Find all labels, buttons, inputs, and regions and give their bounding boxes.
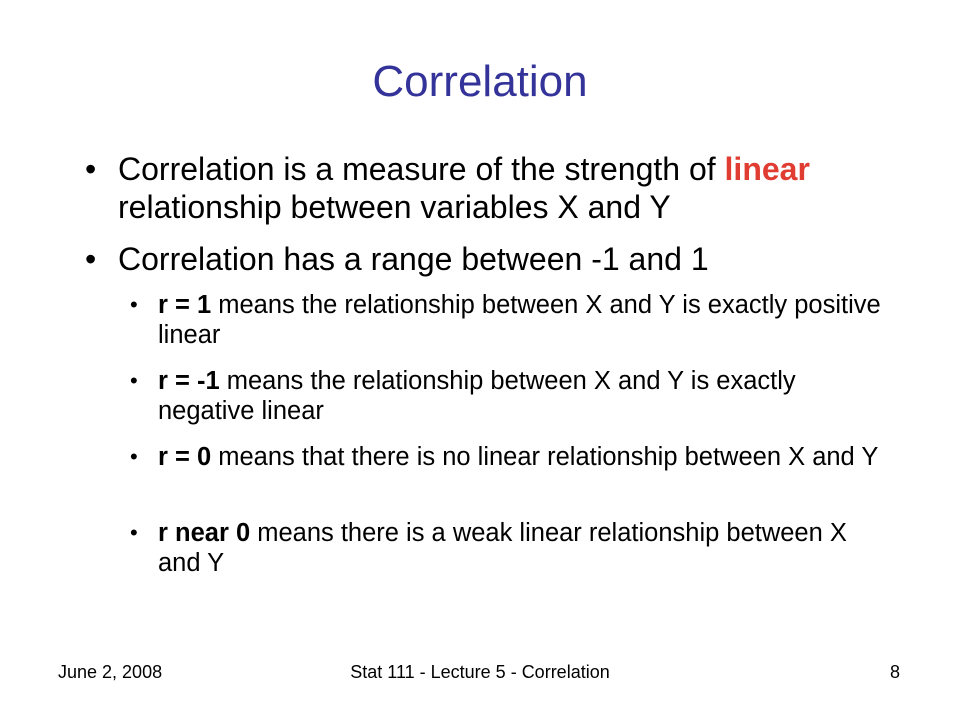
sub-bullet-text (158, 366, 890, 426)
sub-bullet-dot: • (130, 520, 138, 545)
sub-bullet-r-1 (130, 290, 890, 350)
bullet-dot: • (85, 241, 97, 277)
footer-course-title: Stat 111 - Lecture 5 - Correlation (350, 662, 610, 682)
bullet-text-before: Correlation is a measure of the strength of (118, 151, 725, 187)
sub-bullet-desc: means the relationship between X and Y is exactly positive linear (158, 291, 881, 349)
slide-title: Correlation (372, 57, 588, 106)
sub-bullet-text (158, 518, 890, 578)
sub-bullet-text (158, 290, 890, 350)
sub-bullet-text (158, 442, 890, 472)
sub-bullet-r-neg1 (130, 366, 890, 426)
sub-bullet-r-near-0 (130, 518, 890, 578)
bullet-text-after: relationship between variables X and Y (118, 189, 671, 225)
sub-bullet-term: r near 0 (158, 519, 251, 547)
bullet-definition (85, 150, 905, 226)
sub-bullet-desc: means that there is no linear relationship between X and Y (211, 443, 879, 471)
sub-bullet-dot: • (130, 292, 138, 317)
sub-bullet-dot: • (130, 444, 138, 469)
sub-bullet-term: r = 0 (158, 443, 212, 471)
footer-page-number: 8 (889, 662, 900, 682)
sub-bullet-term: r = -1 (158, 367, 220, 395)
sub-bullet-dot: • (130, 368, 138, 393)
bullet-dot: • (85, 151, 97, 187)
sub-bullet-r-0 (130, 442, 890, 472)
footer-date: June 2, 2008 (58, 662, 163, 682)
bullet-text (118, 150, 905, 226)
sub-bullet-desc: means the relationship between X and Y is exactly negative linear (158, 367, 796, 425)
bullet-range (85, 240, 905, 278)
sub-bullet-term: r = 1 (158, 291, 212, 319)
bullet-text: Correlation has a range between -1 and 1 (118, 241, 709, 277)
bullet-highlight-linear: linear (724, 151, 810, 187)
sub-bullet-desc: means there is a weak linear relationship between X and Y (158, 519, 847, 577)
